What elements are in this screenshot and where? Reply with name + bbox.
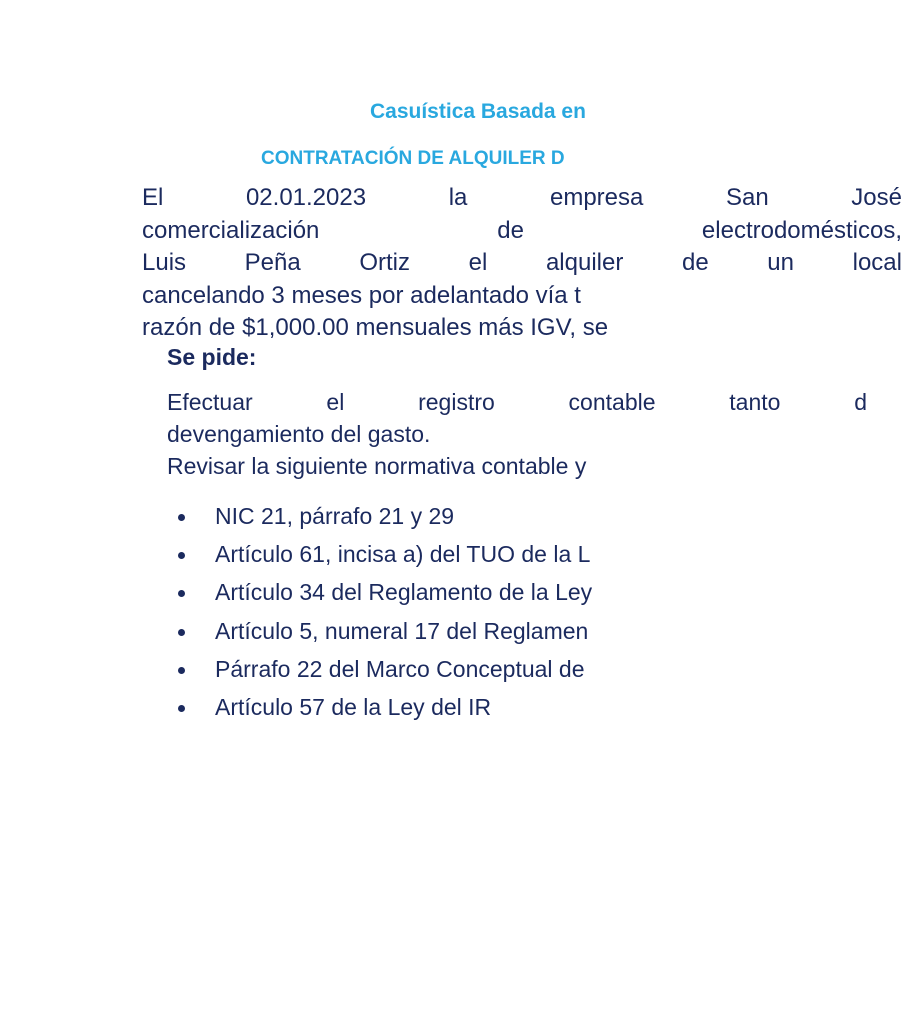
bullet-icon [178,705,185,712]
paragraph-line: cancelando 3 meses por adelantado vía t [142,281,581,309]
list-item-text: Artículo 61, incisa a) del TUO de la L [215,541,591,568]
case-paragraph [142,182,902,345]
document-title: Casuística Basada en [370,100,586,123]
list-item-text: NIC 21, párrafo 21 y 29 [215,503,455,529]
review-instruction: Revisar la siguiente normativa contable y [167,453,587,479]
requirement-line: devengamiento del gasto. [167,421,431,447]
list-item-text: Artículo 57 de la Ley del IR [215,693,492,720]
bullet-icon [178,590,185,597]
paragraph-line: Luis Peña Ortiz el alquiler de un local [142,249,902,276]
paragraph-line: razón de $1,000.00 mensuales más IGV, se [142,314,609,341]
bullet-icon [178,552,185,559]
section-heading-se-pide: Se pide: [167,344,257,370]
requirement-line: Efectuar el registro contable tanto d [167,389,867,415]
list-item-text: Artículo 5, numeral 17 del Reglamen [215,617,589,644]
list-item-text: Artículo 34 del Reglamento de la Ley [215,579,593,606]
requirement-paragraph [167,386,867,450]
bullet-icon [178,514,185,521]
paragraph-line: comercialización de electrodomésticos, [142,216,902,244]
bullet-icon [178,629,185,636]
document-subtitle: CONTRATACIÓN DE ALQUILER D [261,148,565,169]
paragraph-line: El 02.01.2023 la empresa San José [142,184,902,211]
list-item-text: Párrafo 22 del Marco Conceptual de [215,655,585,682]
bullet-icon [178,667,185,674]
